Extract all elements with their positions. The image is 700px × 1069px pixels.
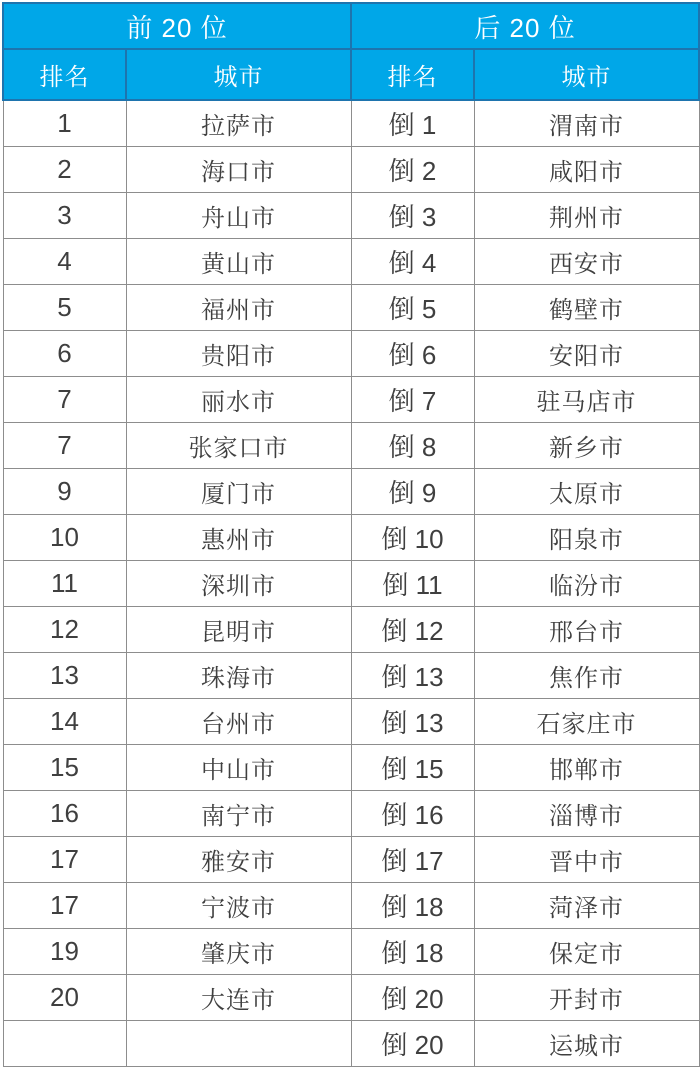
city-cell-left: 大连市 <box>126 974 351 1020</box>
rank-cell-right: 倒 16 <box>351 790 474 836</box>
table-row <box>3 560 699 606</box>
city-cell-right: 太原市 <box>474 468 699 514</box>
table-body <box>3 100 699 1067</box>
rank-cell-right: 倒 12 <box>351 606 474 652</box>
city-cell-right: 鹤壁市 <box>474 285 699 331</box>
rank-cell-left: 17 <box>3 882 126 928</box>
rank-cell-left: 7 <box>3 422 126 468</box>
rank-cell-left: 5 <box>3 285 126 331</box>
rank-cell-left: 14 <box>3 698 126 744</box>
table-row <box>3 422 699 468</box>
city-cell-right: 菏泽市 <box>474 882 699 928</box>
city-cell-left: 中山市 <box>126 744 351 790</box>
rank-cell-right: 倒 7 <box>351 376 474 422</box>
rank-cell-right: 倒 13 <box>351 698 474 744</box>
table-row <box>3 193 699 239</box>
city-cell-left: 雅安市 <box>126 836 351 882</box>
table-row <box>3 147 699 193</box>
column-header-rank-right: 排名 <box>351 49 474 100</box>
column-header-row <box>3 49 699 100</box>
table-row <box>3 331 699 377</box>
city-cell-right: 保定市 <box>474 928 699 974</box>
rank-cell-left: 10 <box>3 514 126 560</box>
city-cell-right: 新乡市 <box>474 422 699 468</box>
table-row <box>3 468 699 514</box>
table-row <box>3 652 699 698</box>
rank-cell-right: 倒 20 <box>351 1020 474 1066</box>
column-header-city-left: 城市 <box>126 49 351 100</box>
table-row <box>3 606 699 652</box>
rank-cell-right: 倒 20 <box>351 974 474 1020</box>
column-header-city-right: 城市 <box>474 49 699 100</box>
table-row <box>3 285 699 331</box>
city-cell-left: 拉萨市 <box>126 100 351 147</box>
city-cell-left: 宁波市 <box>126 882 351 928</box>
city-cell-left: 台州市 <box>126 698 351 744</box>
city-cell-left: 厦门市 <box>126 468 351 514</box>
group-header-bottom20: 后 20 位 <box>351 3 699 49</box>
rank-cell-left: 20 <box>3 974 126 1020</box>
table-row <box>3 1020 699 1066</box>
city-cell-right: 荆州市 <box>474 193 699 239</box>
city-cell-left: 珠海市 <box>126 652 351 698</box>
rank-cell-left: 9 <box>3 468 126 514</box>
rank-cell-left: 3 <box>3 193 126 239</box>
rank-cell-left: 19 <box>3 928 126 974</box>
city-cell-left: 贵阳市 <box>126 331 351 377</box>
rank-cell-left: 4 <box>3 239 126 285</box>
rank-cell-left: 13 <box>3 652 126 698</box>
rank-cell-right: 倒 4 <box>351 239 474 285</box>
table-row <box>3 376 699 422</box>
rank-cell-right: 倒 13 <box>351 652 474 698</box>
city-cell-left: 张家口市 <box>126 422 351 468</box>
table-row <box>3 974 699 1020</box>
city-cell-left: 深圳市 <box>126 560 351 606</box>
rank-cell-right: 倒 18 <box>351 882 474 928</box>
column-header-rank-left: 排名 <box>3 49 126 100</box>
city-cell-right: 石家庄市 <box>474 698 699 744</box>
city-cell-right: 安阳市 <box>474 331 699 377</box>
city-cell-right: 咸阳市 <box>474 147 699 193</box>
rank-cell-left: 11 <box>3 560 126 606</box>
rank-cell-right: 倒 15 <box>351 744 474 790</box>
ranking-table <box>2 2 700 1067</box>
city-cell-left: 南宁市 <box>126 790 351 836</box>
city-cell-left: 昆明市 <box>126 606 351 652</box>
city-cell-right: 运城市 <box>474 1020 699 1066</box>
table-row <box>3 239 699 285</box>
city-cell-right: 邢台市 <box>474 606 699 652</box>
table-row <box>3 882 699 928</box>
rank-cell-left: 17 <box>3 836 126 882</box>
city-cell-right: 开封市 <box>474 974 699 1020</box>
rank-cell-right: 倒 3 <box>351 193 474 239</box>
rank-cell-left: 2 <box>3 147 126 193</box>
rank-cell-left: 1 <box>3 100 126 147</box>
city-cell-left: 福州市 <box>126 285 351 331</box>
city-cell-right: 驻马店市 <box>474 376 699 422</box>
rank-cell-left: 7 <box>3 376 126 422</box>
rank-cell-right: 倒 11 <box>351 560 474 606</box>
rank-cell-left: 12 <box>3 606 126 652</box>
rank-cell-left: 15 <box>3 744 126 790</box>
group-header-top20: 前 20 位 <box>3 3 351 49</box>
table-row <box>3 790 699 836</box>
rank-cell-right: 倒 2 <box>351 147 474 193</box>
table-row <box>3 698 699 744</box>
city-cell-right: 淄博市 <box>474 790 699 836</box>
table-row <box>3 836 699 882</box>
city-cell-left: 海口市 <box>126 147 351 193</box>
city-cell-right: 焦作市 <box>474 652 699 698</box>
city-cell-left <box>126 1020 351 1066</box>
city-cell-left: 黄山市 <box>126 239 351 285</box>
table-row <box>3 100 699 147</box>
city-cell-left: 肇庆市 <box>126 928 351 974</box>
rank-cell-right: 倒 10 <box>351 514 474 560</box>
city-cell-right: 晋中市 <box>474 836 699 882</box>
city-cell-right: 阳泉市 <box>474 514 699 560</box>
city-cell-right: 西安市 <box>474 239 699 285</box>
rank-cell-right: 倒 6 <box>351 331 474 377</box>
table-header <box>3 3 699 100</box>
rank-cell-left: 16 <box>3 790 126 836</box>
group-header-row <box>3 3 699 49</box>
city-cell-left: 丽水市 <box>126 376 351 422</box>
table-row <box>3 744 699 790</box>
rank-cell-right: 倒 5 <box>351 285 474 331</box>
table-row <box>3 928 699 974</box>
rank-cell-right: 倒 1 <box>351 100 474 147</box>
city-cell-right: 临汾市 <box>474 560 699 606</box>
city-cell-left: 惠州市 <box>126 514 351 560</box>
rank-cell-right: 倒 9 <box>351 468 474 514</box>
rank-cell-right: 倒 18 <box>351 928 474 974</box>
city-cell-right: 渭南市 <box>474 100 699 147</box>
rank-cell-right: 倒 8 <box>351 422 474 468</box>
rank-cell-left <box>3 1020 126 1066</box>
city-cell-right: 邯郸市 <box>474 744 699 790</box>
rank-cell-left: 6 <box>3 331 126 377</box>
city-cell-left: 舟山市 <box>126 193 351 239</box>
rank-cell-right: 倒 17 <box>351 836 474 882</box>
table-row <box>3 514 699 560</box>
